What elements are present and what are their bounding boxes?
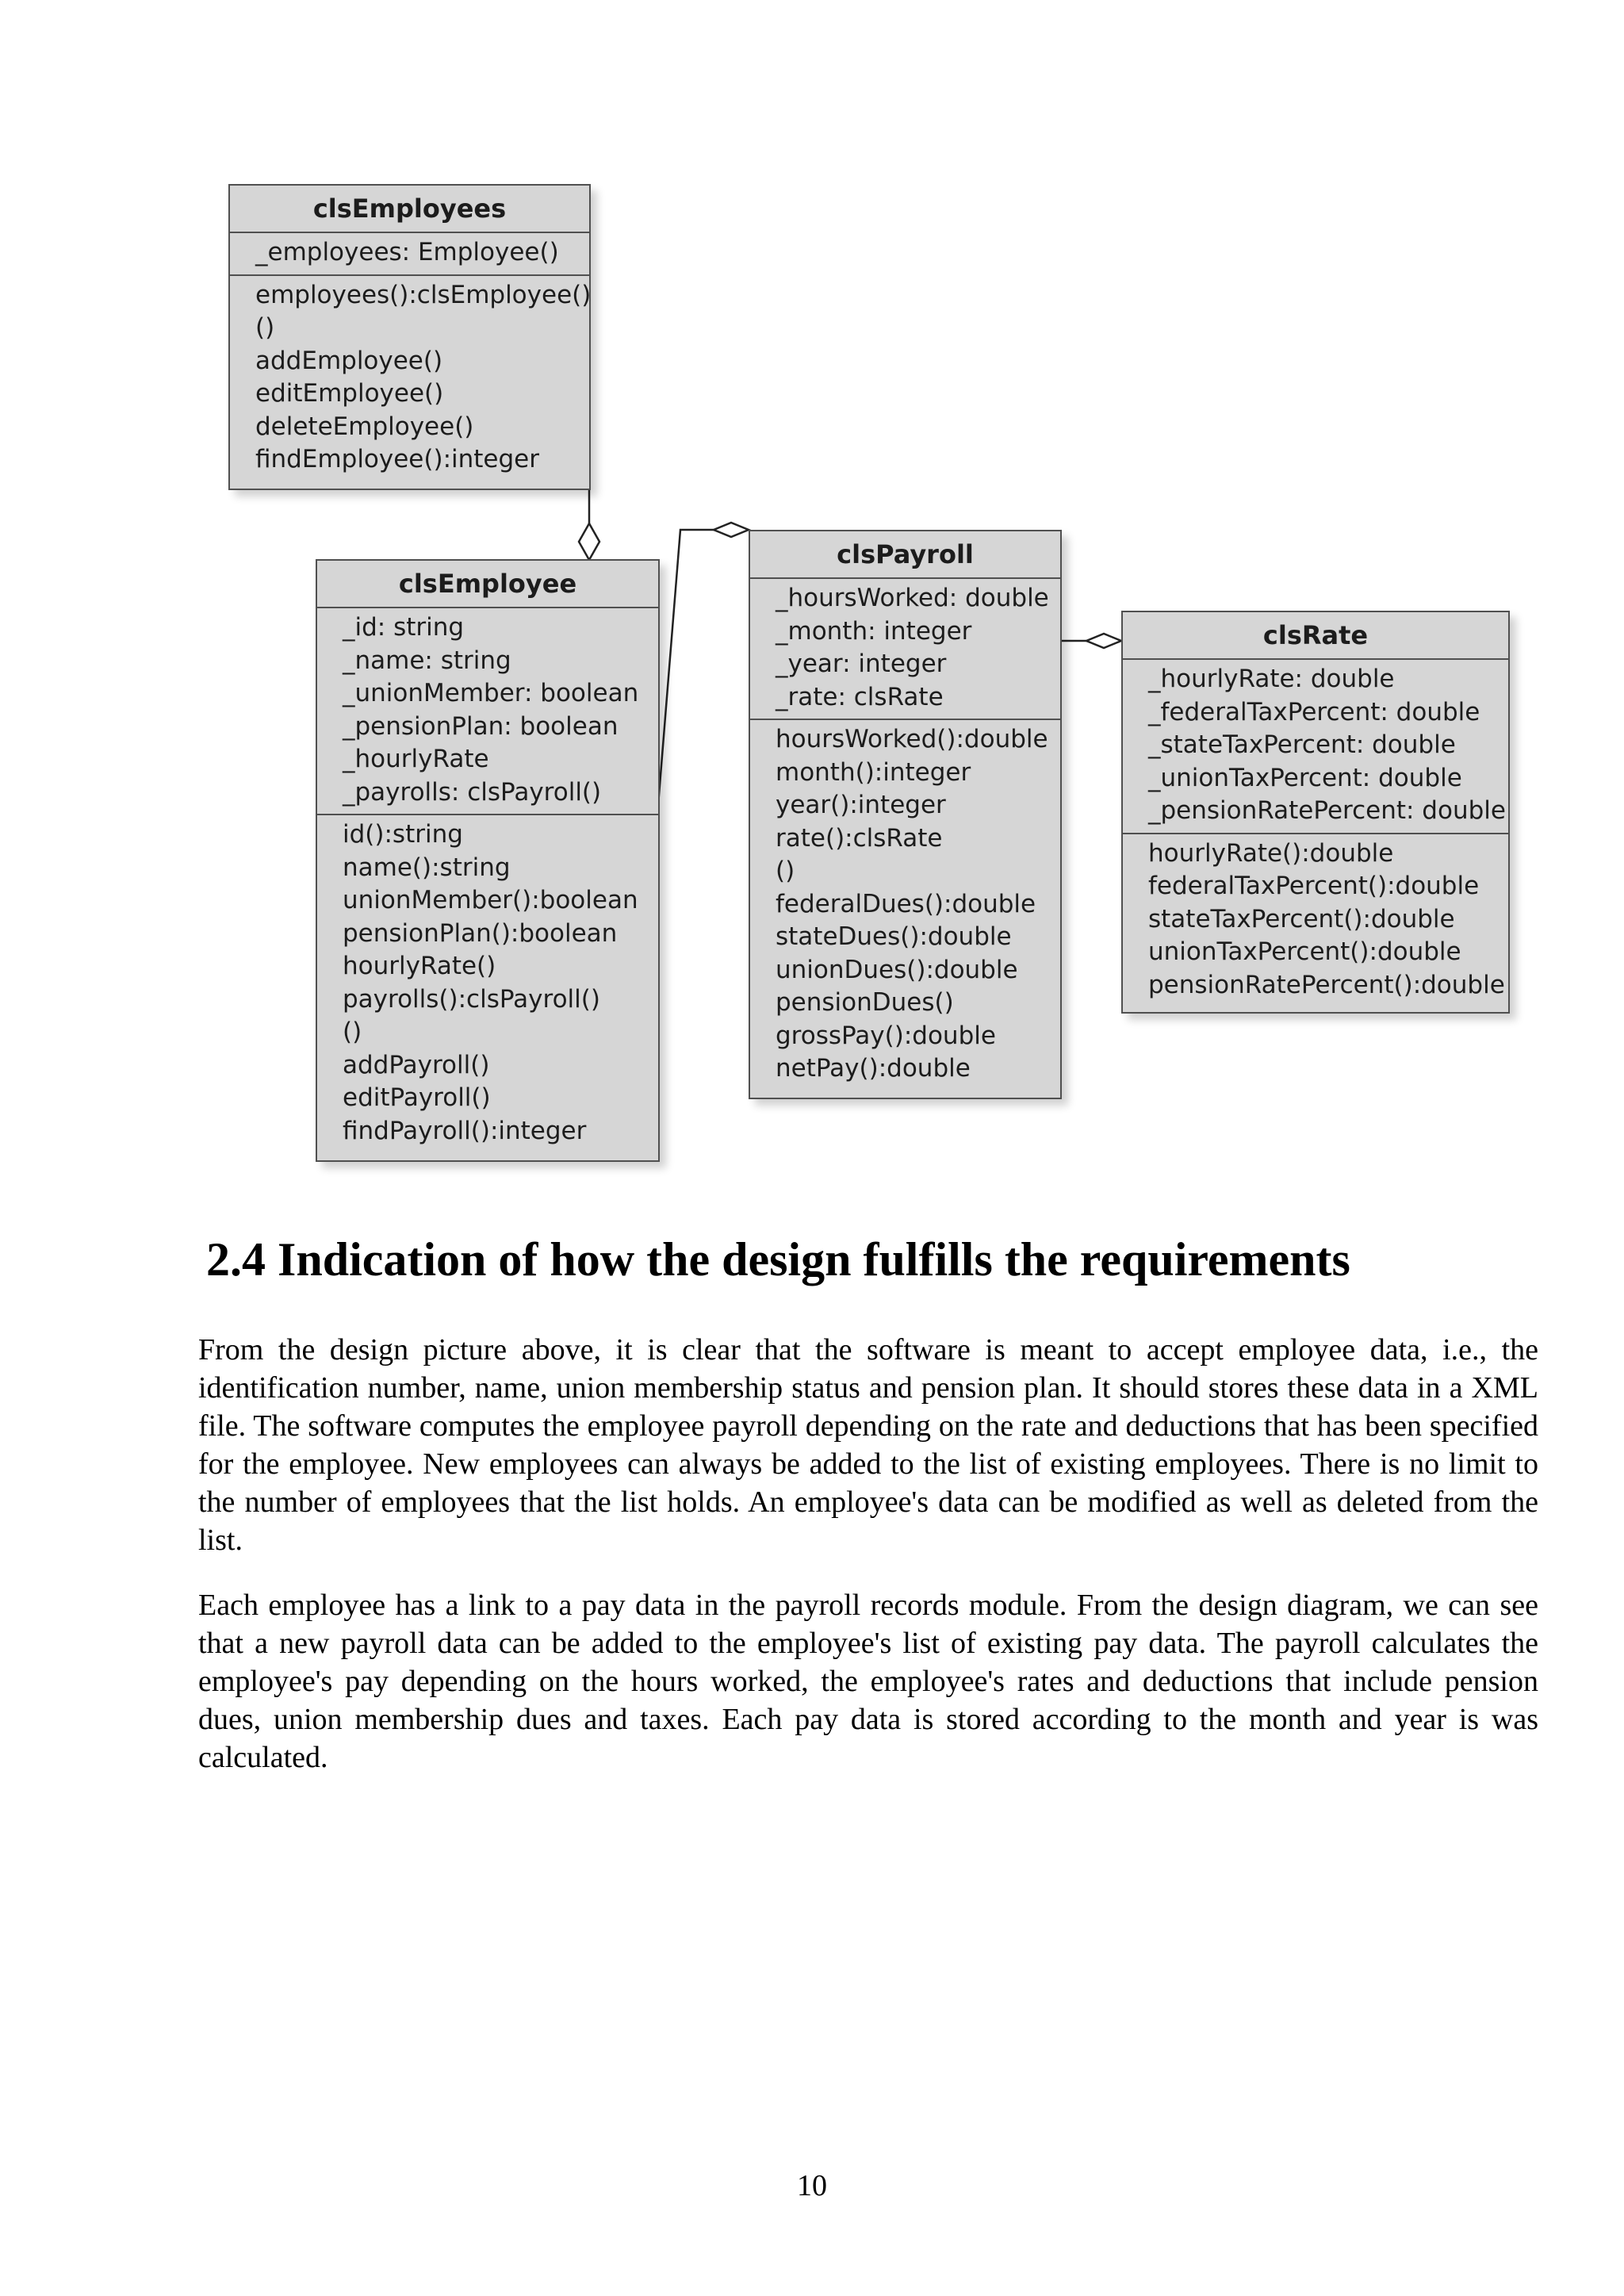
class-operation-separator bbox=[343, 1016, 658, 1049]
class-operations bbox=[317, 815, 658, 1152]
class-operation-separator bbox=[255, 312, 589, 345]
class-box-clsEmployees bbox=[228, 184, 591, 490]
class-operation: deleteEmployee() bbox=[255, 412, 474, 441]
class-box-clsEmployee bbox=[316, 559, 660, 1162]
class-attribute: _hourlyRate bbox=[343, 745, 489, 773]
class-attribute: _pensionPlan: boolean bbox=[343, 711, 619, 741]
body-paragraph: From the design picture above, it is clear that the software is meant to accept employee data, i.e., the identification number, name, union membership status and pension plan. It should stores these data in a XML file. The software computes the employee payroll depending on the rate and deductions that has been specified for the employee. New employees can always be added to the list of existing employees. There is no limit to the number of employees that the list holds. An employee's data can be modified as well as deleted from the list. bbox=[198, 1333, 1538, 1557]
class-operation: hoursWorked():double bbox=[776, 725, 1048, 753]
class-name: clsEmployee bbox=[317, 561, 658, 608]
class-name: clsPayroll bbox=[750, 531, 1060, 579]
class-operation: hourlyRate() bbox=[343, 952, 496, 980]
class-operation: pensionPlan():boolean bbox=[343, 918, 618, 948]
class-attributes bbox=[230, 233, 589, 276]
class-attributes bbox=[317, 608, 658, 815]
class-attribute: _name: string bbox=[343, 646, 511, 675]
class-operations bbox=[750, 720, 1060, 1091]
class-operation: rate():clsRate bbox=[776, 823, 943, 853]
class-operation: stateDues():double bbox=[776, 922, 1012, 951]
section-heading: 2.4 Indication of how the design fulfills the requirements bbox=[206, 1233, 1350, 1286]
aggregation-diamond-employees bbox=[579, 523, 599, 560]
class-attribute: _id: string bbox=[343, 613, 465, 642]
class-attribute: _payrolls: clsPayroll() bbox=[343, 777, 602, 807]
class-operation: findEmployee():integer bbox=[255, 445, 539, 473]
class-name: clsEmployees bbox=[230, 186, 589, 233]
class-operation: findPayroll():integer bbox=[343, 1116, 587, 1145]
class-operation: grossPay():double bbox=[776, 1021, 996, 1050]
aggregation-diamond-payroll bbox=[714, 523, 749, 537]
class-attribute: _hoursWorked: double bbox=[776, 584, 1049, 612]
class-operation: editPayroll() bbox=[343, 1083, 491, 1112]
class-attribute: _hourlyRate: double bbox=[1148, 665, 1395, 693]
class-operation: id():string bbox=[343, 820, 463, 849]
class-operations bbox=[1123, 834, 1508, 1007]
body-paragraph: Each employee has a link to a pay data in the payroll records module. From the design diagram, we can see that a new payroll data can be added to the employee's list of existing pay data. The payroll calculates the employee's pay depending on the hours worked, the employee's rates and deductions that include pension dues, union membership dues and taxes. Each pay data is stored according to the month and year is was calculated. bbox=[198, 1589, 1538, 1774]
class-operation: payrolls():clsPayroll() bbox=[343, 984, 600, 1014]
aggregation-diamond-rate bbox=[1086, 634, 1121, 648]
class-box-clsPayroll bbox=[749, 530, 1062, 1099]
class-name: clsRate bbox=[1123, 612, 1508, 660]
class-box-clsRate bbox=[1121, 611, 1510, 1014]
class-operation: unionTaxPercent():double bbox=[1148, 937, 1461, 966]
class-attribute: _pensionRatePercent: double bbox=[1148, 796, 1506, 825]
class-operation: year():integer bbox=[776, 791, 946, 819]
class-operation: employees():clsEmployee() bbox=[255, 280, 592, 309]
class-attribute: _stateTaxPercent: double bbox=[1148, 730, 1456, 759]
class-operation: pensionRatePercent():double bbox=[1148, 970, 1505, 999]
class-operation: unionMember():boolean bbox=[343, 886, 638, 914]
class-operation: addEmployee() bbox=[255, 346, 443, 375]
class-attribute: _employees: Employee() bbox=[255, 238, 559, 266]
class-operation: month():integer bbox=[776, 757, 971, 787]
class-operation: pensionDues() bbox=[776, 988, 954, 1017]
class-operation: stateTaxPercent():double bbox=[1148, 904, 1455, 933]
class-operation: hourlyRate():double bbox=[1148, 838, 1394, 868]
class-attribute: _federalTaxPercent: double bbox=[1148, 697, 1480, 726]
class-operation: () bbox=[343, 1018, 362, 1046]
class-operation: unionDues():double bbox=[776, 955, 1018, 984]
class-operation: name():string bbox=[343, 853, 511, 882]
class-attribute: _unionMember: boolean bbox=[343, 679, 639, 707]
class-operation: federalTaxPercent():double bbox=[1148, 872, 1480, 900]
class-attribute: _year: integer bbox=[776, 650, 947, 678]
page-number: 10 bbox=[797, 2169, 827, 2202]
class-attribute: _unionTaxPercent: double bbox=[1148, 763, 1462, 792]
class-operations bbox=[230, 276, 592, 481]
class-operation: () bbox=[776, 857, 795, 885]
class-operation-separator bbox=[776, 855, 1060, 888]
class-attributes bbox=[750, 579, 1060, 720]
class-operation: netPay():double bbox=[776, 1054, 971, 1083]
class-attribute: _month: integer bbox=[776, 616, 972, 646]
class-attribute: _rate: clsRate bbox=[776, 682, 944, 711]
class-operation: editEmployee() bbox=[255, 379, 444, 408]
class-operation: addPayroll() bbox=[343, 1050, 490, 1079]
connector-employee-payroll bbox=[658, 530, 714, 805]
class-operation: () bbox=[255, 313, 275, 342]
class-attributes bbox=[1123, 660, 1508, 834]
class-operation: federalDues():double bbox=[776, 889, 1036, 918]
